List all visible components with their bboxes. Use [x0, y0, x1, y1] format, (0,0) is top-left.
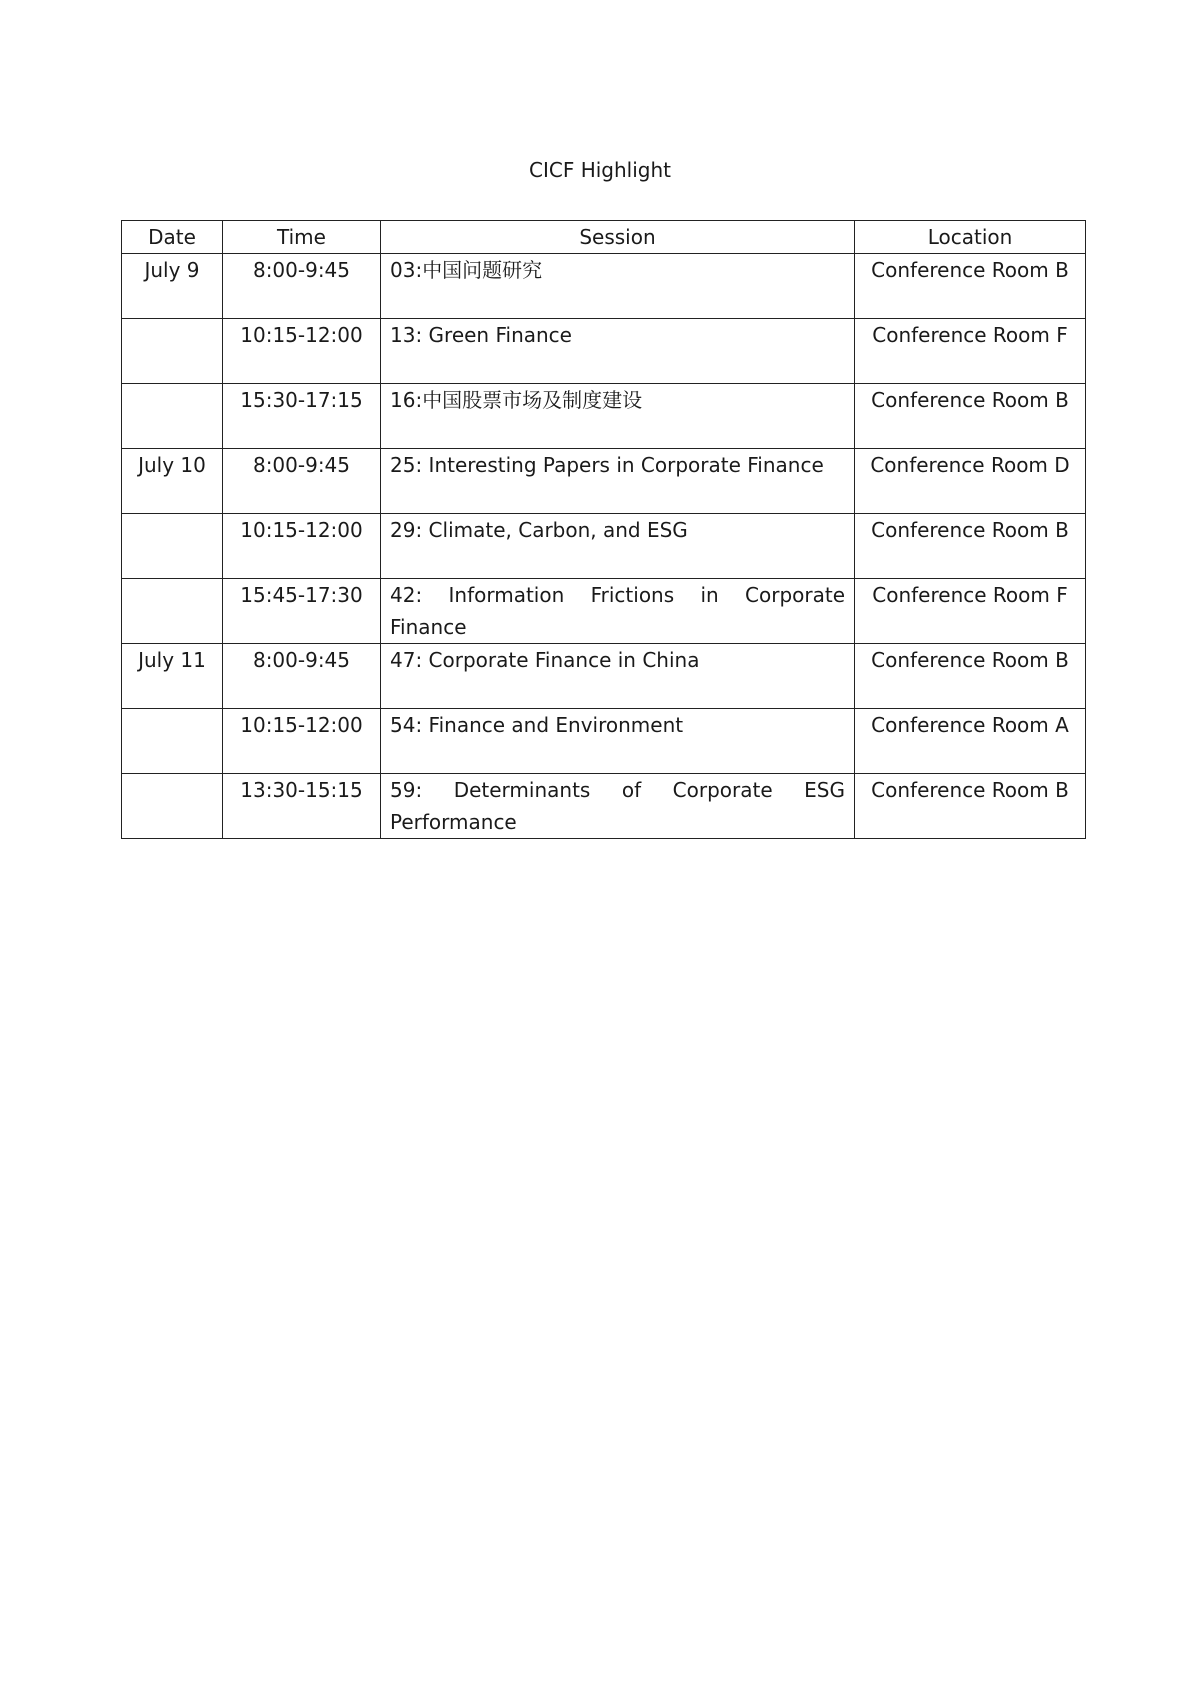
cell-time: 8:00-9:45	[223, 254, 381, 319]
cell-session: 42: Information Frictions in Corporate Finance	[381, 579, 855, 644]
table-body	[122, 254, 1086, 839]
cell-session: 47: Corporate Finance in China	[381, 644, 855, 709]
cell-session: 29: Climate, Carbon, and ESG	[381, 514, 855, 579]
cell-location: Conference Room B	[855, 384, 1086, 449]
cell-time: 13:30-15:15	[223, 774, 381, 839]
cell-session: 54: Finance and Environment	[381, 709, 855, 774]
cell-location: Conference Room A	[855, 709, 1086, 774]
cell-location: Conference Room B	[855, 774, 1086, 839]
cell-time: 8:00-9:45	[223, 644, 381, 709]
cell-location: Conference Room B	[855, 644, 1086, 709]
header-row	[122, 221, 1086, 254]
cell-time: 15:45-17:30	[223, 579, 381, 644]
schedule-table	[121, 220, 1086, 839]
cell-date	[122, 514, 223, 579]
cell-date: July 9	[122, 254, 223, 319]
cell-session: 59: Determinants of Corporate ESG Performance	[381, 774, 855, 839]
cell-date	[122, 384, 223, 449]
header-date: Date	[122, 221, 223, 254]
cell-date	[122, 579, 223, 644]
table-row	[122, 449, 1086, 514]
table-row	[122, 709, 1086, 774]
cell-location: Conference Room F	[855, 319, 1086, 384]
cell-time: 10:15-12:00	[223, 319, 381, 384]
table-row	[122, 644, 1086, 709]
document-title: CICF Highlight	[529, 158, 671, 182]
cell-date	[122, 774, 223, 839]
table-header	[122, 221, 1086, 254]
cell-date	[122, 319, 223, 384]
header-session: Session	[381, 221, 855, 254]
cell-session: 25: Interesting Papers in Corporate Finance	[381, 449, 855, 514]
header-time: Time	[223, 221, 381, 254]
cell-time: 10:15-12:00	[223, 709, 381, 774]
header-location: Location	[855, 221, 1086, 254]
cell-session: 16:中国股票市场及制度建设	[381, 384, 855, 449]
cell-session: 03:中国问题研究	[381, 254, 855, 319]
table-row	[122, 514, 1086, 579]
cell-date: July 10	[122, 449, 223, 514]
cell-location: Conference Room F	[855, 579, 1086, 644]
cell-location: Conference Room B	[855, 254, 1086, 319]
cell-location: Conference Room B	[855, 514, 1086, 579]
cell-time: 10:15-12:00	[223, 514, 381, 579]
table-row	[122, 319, 1086, 384]
cell-time: 8:00-9:45	[223, 449, 381, 514]
cell-time: 15:30-17:15	[223, 384, 381, 449]
table-row	[122, 579, 1086, 644]
table-row	[122, 384, 1086, 449]
table-row	[122, 774, 1086, 839]
cell-date	[122, 709, 223, 774]
table-row	[122, 254, 1086, 319]
cell-date: July 11	[122, 644, 223, 709]
cell-location: Conference Room D	[855, 449, 1086, 514]
cell-session: 13: Green Finance	[381, 319, 855, 384]
